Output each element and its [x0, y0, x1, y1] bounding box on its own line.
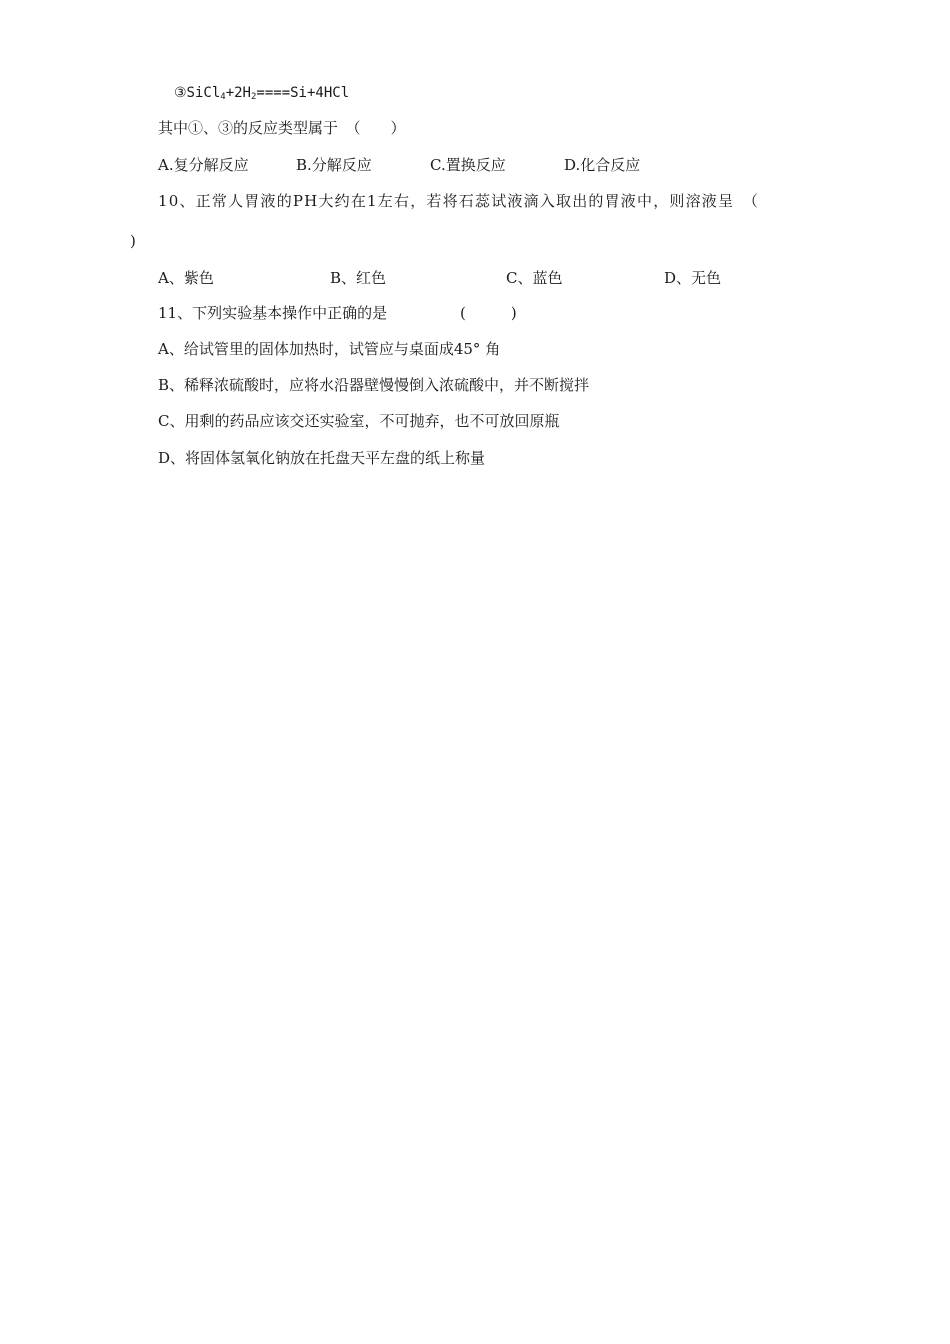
q10-option-c: C、蓝色	[506, 269, 563, 287]
q11-stem: 11、下列实验基本操作中正确的是	[158, 304, 388, 322]
q10-option-b: B、红色	[330, 269, 387, 287]
q11-option-c: C、用剩的药品应该交还实验室，不可抛弃，也不可放回原瓶	[158, 412, 560, 430]
q9-stem: 其中①、③的反应类型属于 （ ）	[158, 119, 406, 137]
q9-option-b: B.分解反应	[296, 156, 372, 174]
q11-option-b: B、稀释浓硫酸时，应将水沿器壁慢慢倒入浓硫酸中，并不断搅拌	[158, 376, 590, 394]
q10-option-d: D、无色	[664, 269, 722, 287]
q9-option-d: D.化合反应	[564, 156, 641, 174]
q9-option-c: C.置换反应	[430, 156, 506, 174]
q9-equation-3	[174, 83, 349, 103]
q10-option-a: A、紫色	[158, 269, 214, 287]
q11-option-d: D、将固体氢氧化钠放在托盘天平左盘的纸上称量	[158, 449, 486, 467]
q9-equation-mid: +2H	[225, 85, 251, 101]
q10-stem: 10、正常人胃液的PH大约在1左右，若将石蕊试液滴入取出的胃液中，则溶液呈 （	[158, 192, 760, 210]
q9-equation-sub2: 2	[250, 92, 257, 102]
q11-answer-bracket: ( )	[460, 304, 517, 322]
q9-equation-prefix: ③SiCl	[174, 85, 221, 101]
q10-stem-continuation: )	[130, 232, 136, 250]
q9-option-a: A.复分解反应	[158, 156, 249, 174]
q9-equation-suffix: ====Si+4HCl	[256, 85, 350, 101]
q9-equation-sub1: 4	[220, 92, 226, 102]
q11-option-a: A、给试管里的固体加热时，试管应与桌面成45° 角	[158, 340, 501, 358]
